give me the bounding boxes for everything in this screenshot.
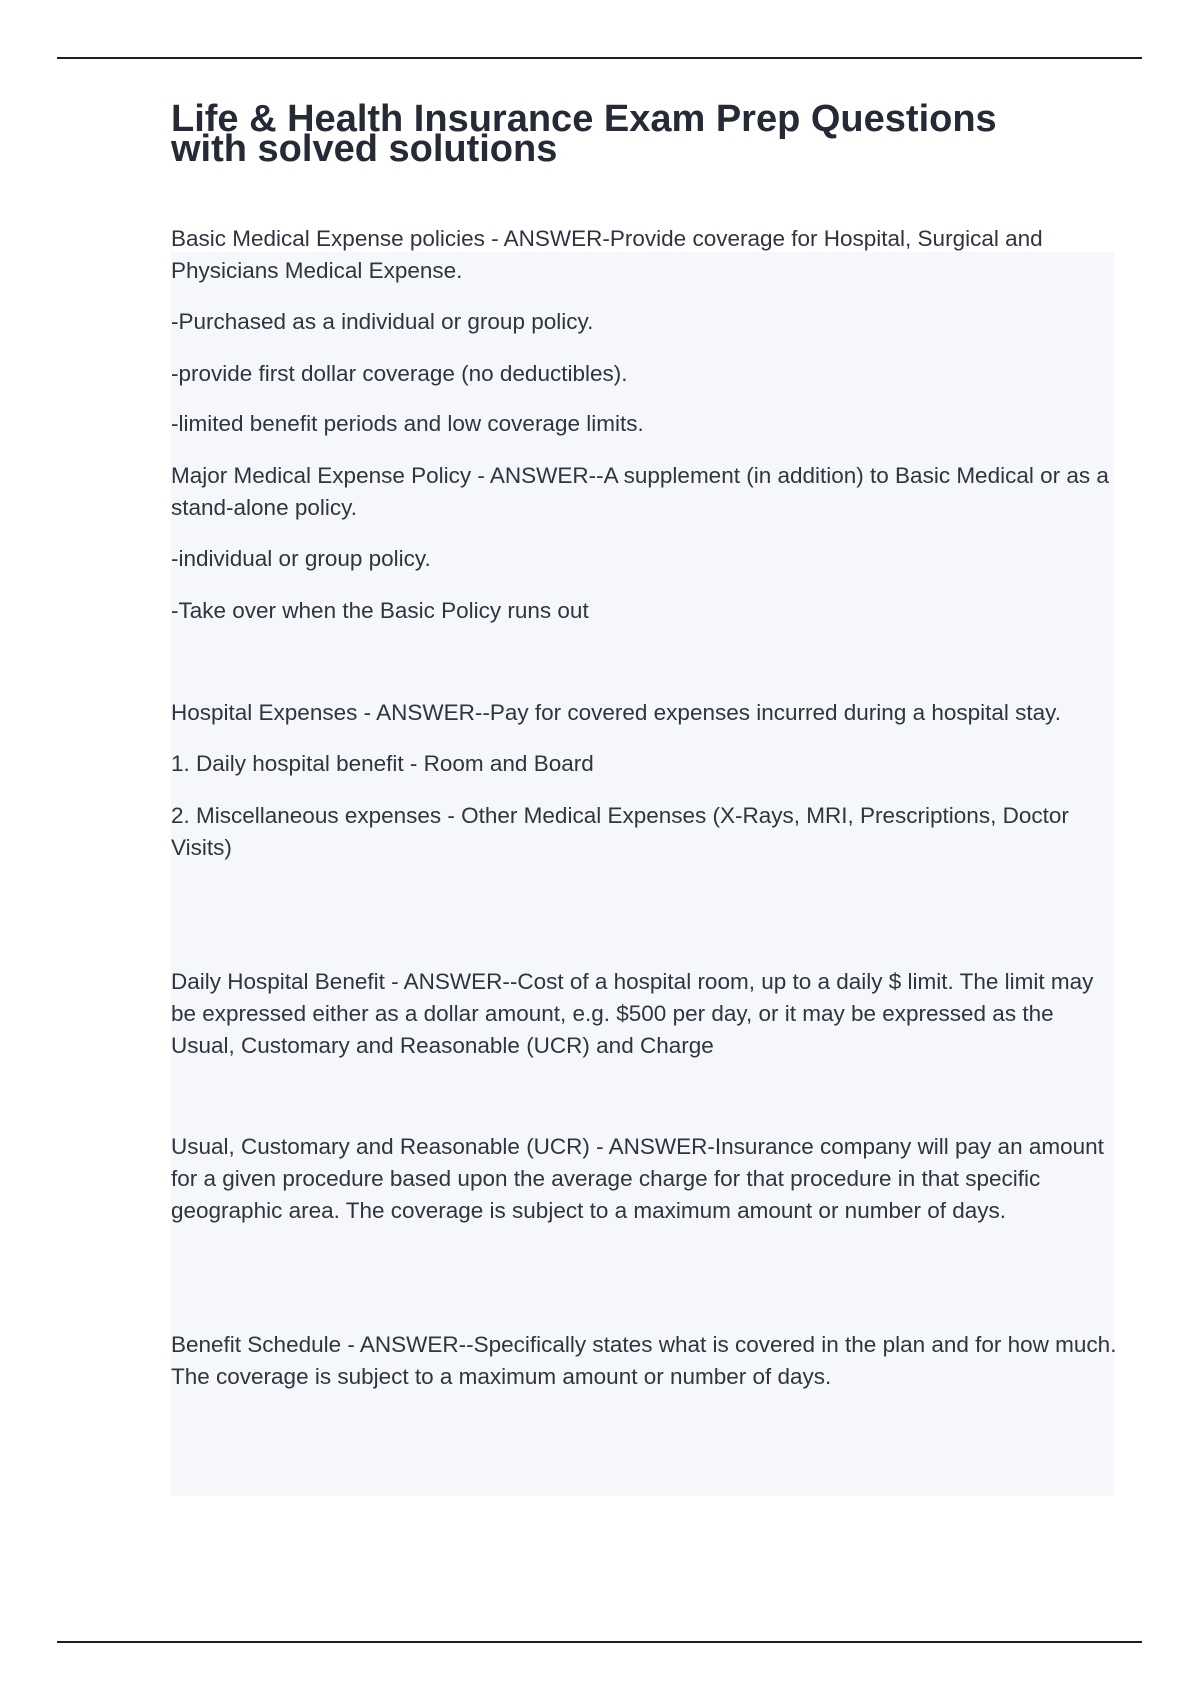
qa-text: -limited benefit periods and low coverage limits. bbox=[171, 411, 644, 436]
qa-text: Major Medical Expense Policy - ANSWER--A supplement (in addition) to Basic Medical or as a stand-alone policy. bbox=[171, 463, 1109, 520]
document-body bbox=[171, 223, 1121, 1412]
qa-entry bbox=[171, 1131, 1121, 1329]
title-line-1: Life & Health Insurance Exam Prep Questions bbox=[171, 98, 997, 140]
qa-text: Basic Medical Expense policies - ANSWER-Provide coverage for Hospital, Surgical and Physicians Medical Expense. bbox=[171, 226, 1043, 283]
footer-rule bbox=[57, 1641, 1142, 1643]
header-rule bbox=[57, 57, 1142, 59]
title-line-2: with solved solutions bbox=[171, 128, 558, 170]
qa-text: -Purchased as a individual or group policy. bbox=[171, 309, 594, 334]
qa-text: 2. Miscellaneous expenses - Other Medical Expenses (X-Rays, MRI, Prescriptions, Doctor Visits) bbox=[171, 803, 1069, 860]
qa-text: Usual, Customary and Reasonable (UCR) - ANSWER-Insurance company will pay an amount for a given procedure based upon the average charge for that procedure in that specific geographic area. The coverage is subject to a maximum amount or number of days. bbox=[171, 1134, 1104, 1223]
qa-entry bbox=[171, 460, 1121, 697]
qa-entry bbox=[171, 966, 1121, 1131]
qa-text: Benefit Schedule - ANSWER--Specifically states what is covered in the plan and for how much. The coverage is subject to a maximum amount or number of days. bbox=[171, 1332, 1117, 1389]
qa-entry bbox=[171, 697, 1121, 966]
qa-text: 1. Daily hospital benefit - Room and Board bbox=[171, 751, 594, 776]
qa-text: -individual or group policy. bbox=[171, 546, 431, 571]
qa-entry bbox=[171, 1329, 1121, 1393]
qa-entry bbox=[171, 223, 1121, 460]
qa-text: -Take over when the Basic Policy runs out bbox=[171, 598, 589, 623]
qa-text: -provide first dollar coverage (no deductibles). bbox=[171, 361, 628, 386]
qa-text: Hospital Expenses - ANSWER--Pay for covered expenses incurred during a hospital stay. bbox=[171, 700, 1061, 725]
qa-text: Daily Hospital Benefit - ANSWER--Cost of a hospital room, up to a daily $ limit. The limit may be expressed either as a dollar amount, e.g. $500 per day, or it may be expressed as the Usual, Customary and Reasonable (UCR) and Charge bbox=[171, 969, 1094, 1058]
document-title bbox=[171, 98, 1131, 170]
